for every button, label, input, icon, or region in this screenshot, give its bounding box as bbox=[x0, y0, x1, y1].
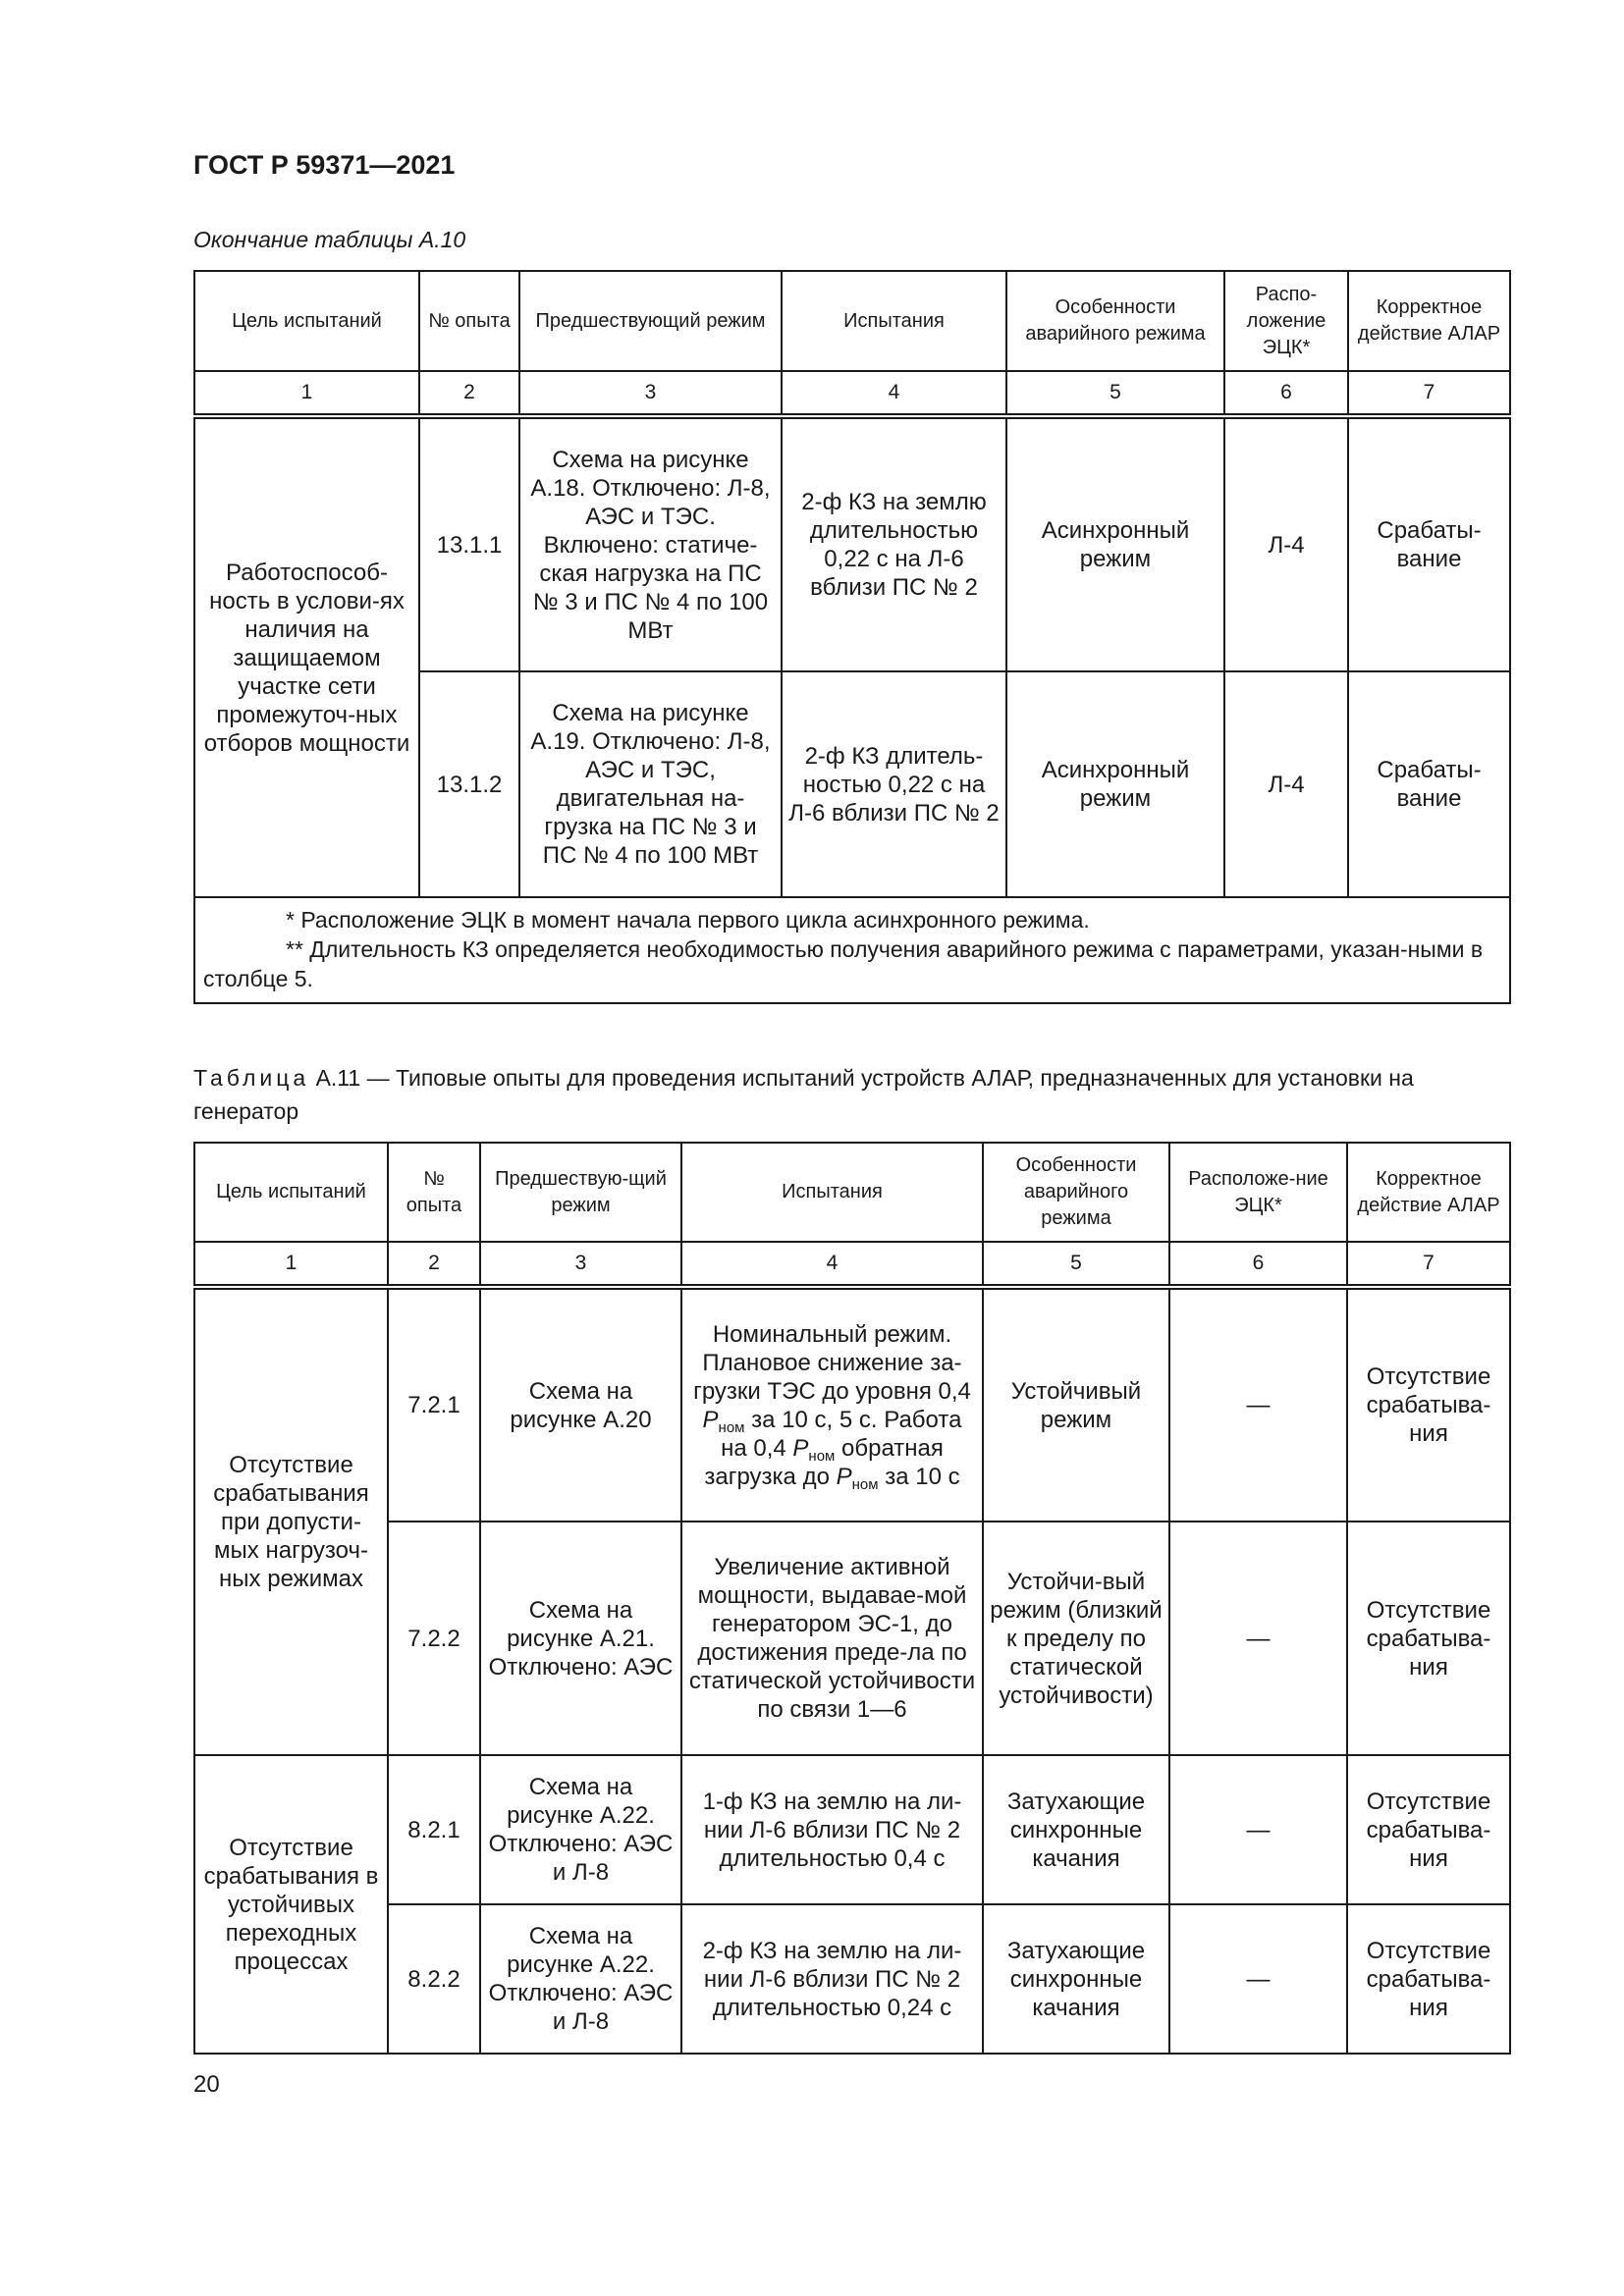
document-code: ГОСТ Р 59371—2021 bbox=[193, 150, 456, 180]
column-number: 6 bbox=[1224, 371, 1348, 416]
experiment-number-cell: 13.1.2 bbox=[419, 671, 519, 897]
column-header: Испытания bbox=[782, 271, 1006, 371]
previous-mode-cell: Схема на рисунке А.19. Отключено: Л-8, АЭС и ТЭС, двигательная на-грузка на ПС № 3 и ПС № 4 по 100 МВт bbox=[519, 671, 782, 897]
column-header: Особенности аварийного режима bbox=[983, 1143, 1169, 1242]
test-cell bbox=[681, 1287, 983, 1522]
power-symbol: P bbox=[702, 1406, 719, 1433]
column-number: 3 bbox=[519, 371, 782, 416]
test-goal-cell: Отсутствие срабатывания в устойчивых переходных процессах bbox=[194, 1755, 388, 2054]
column-number: 4 bbox=[782, 371, 1006, 416]
test-cell: 2-ф КЗ на землю на ли-нии Л-6 вблизи ПС № 2 длительностью 0,24 с bbox=[681, 1904, 983, 2054]
emergency-features-cell: Устойчивый режим bbox=[983, 1287, 1169, 1522]
power-subscript: ном bbox=[808, 1447, 836, 1465]
previous-mode-cell: Схема на рисунке А.22. Отключено: АЭС и Л-8 bbox=[480, 1904, 681, 2054]
experiment-number-cell: 8.2.2 bbox=[388, 1904, 480, 2054]
previous-mode-cell: Схема на рисунке А.21. Отключено: АЭС bbox=[480, 1522, 681, 1755]
power-subscript: ном bbox=[718, 1418, 745, 1436]
table-header-row bbox=[194, 1143, 1510, 1242]
test-text: до bbox=[802, 1463, 830, 1490]
emergency-features-cell: Затухающие синхронные качания bbox=[983, 1904, 1169, 2054]
test-goal-cell: Отсутствие срабатывания при допусти-мых нагрузоч-ных режимах bbox=[194, 1287, 388, 1755]
column-number: 5 bbox=[983, 1242, 1169, 1287]
correct-action-cell: Отсутствие срабатыва-ния bbox=[1347, 1287, 1510, 1522]
table-a10-continuation-caption: Окончание таблицы А.10 bbox=[193, 227, 466, 252]
column-header: Корректное действие АЛАР bbox=[1347, 1143, 1510, 1242]
emergency-features-cell: Затухающие синхронные качания bbox=[983, 1755, 1169, 1904]
column-header: Расположе-ние ЭЦК* bbox=[1169, 1143, 1347, 1242]
previous-mode-cell: Схема на рисунке А.18. Отключено: Л-8, АЭС и ТЭС. Включено: статиче-ская нагрузка на ПС № 3 и ПС № 4 по 100 МВт bbox=[519, 416, 782, 671]
table-row bbox=[194, 1522, 1510, 1755]
ecc-location-cell: — bbox=[1169, 1904, 1347, 2054]
table-caption-text: А.11 — Типовые опыты для проведения испытаний устройств АЛАР, предназначенных для установки на генератор bbox=[193, 1065, 1414, 1124]
column-header: Цель испытаний bbox=[194, 1143, 388, 1242]
ecc-location-cell: — bbox=[1169, 1755, 1347, 1904]
table-row bbox=[194, 1755, 1510, 1904]
table-row bbox=[194, 416, 1510, 671]
column-number: 7 bbox=[1347, 1242, 1510, 1287]
column-header: Цель испытаний bbox=[194, 271, 419, 371]
footnotes-cell bbox=[194, 897, 1510, 1003]
correct-action-cell: Отсутствие срабатыва-ния bbox=[1347, 1522, 1510, 1755]
footnote: * Расположение ЭЦК в момент начала первого цикла асинхронного режима. bbox=[286, 907, 1090, 933]
table-a10 bbox=[193, 270, 1511, 1004]
correct-action-cell: Срабаты-вание bbox=[1348, 416, 1510, 671]
test-cell: 2-ф КЗ на землю длительностью 0,22 с на Л-6 вблизи ПС № 2 bbox=[782, 416, 1006, 671]
column-number: 5 bbox=[1006, 371, 1224, 416]
footnote: ** Длительность КЗ определяется необходимостью получения аварийного режима с параметрами, указан-ными в столбце 5. bbox=[203, 936, 1484, 991]
column-header: Особенности аварийного режима bbox=[1006, 271, 1224, 371]
table-caption-label: Таблица bbox=[193, 1065, 310, 1091]
test-text: Номинальный режим. Плановое снижение за-грузки ТЭС до уровня 0,4 bbox=[693, 1320, 971, 1405]
column-header: № опыта bbox=[419, 271, 519, 371]
table-row bbox=[194, 1904, 1510, 2054]
column-header: Предшествую-щий режим bbox=[480, 1143, 681, 1242]
test-goal-cell: Работоспособ-ность в услови-ях наличия на защищаемом участке сети промежуточ-ных отборов мощности bbox=[194, 416, 419, 897]
column-number: 7 bbox=[1348, 371, 1510, 416]
emergency-features-cell: Асинхронный режим bbox=[1006, 416, 1224, 671]
test-text: обратная загрузка bbox=[704, 1434, 944, 1490]
column-header: Корректное действие АЛАР bbox=[1348, 271, 1510, 371]
test-text: за 10 с bbox=[885, 1463, 960, 1490]
column-number-row bbox=[194, 371, 1510, 416]
column-number: 6 bbox=[1169, 1242, 1347, 1287]
power-subscript: ном bbox=[851, 1475, 879, 1493]
correct-action-cell: Срабаты-вание bbox=[1348, 671, 1510, 897]
column-number: 2 bbox=[419, 371, 519, 416]
table-a11 bbox=[193, 1142, 1511, 2055]
column-header: № опыта bbox=[388, 1143, 480, 1242]
column-number: 2 bbox=[388, 1242, 480, 1287]
ecc-location-cell: Л-4 bbox=[1224, 671, 1348, 897]
test-text: за 10 с, 5 с. bbox=[751, 1406, 878, 1433]
test-cell: Увеличение активной мощности, выдавае-мой генератором ЭС-1, до достижения преде-ла по статической устойчивости по связи 1—6 bbox=[681, 1522, 983, 1755]
emergency-features-cell: Устойчи-вый режим (близкий к пределу по статической устойчивости) bbox=[983, 1522, 1169, 1755]
column-number: 1 bbox=[194, 1242, 388, 1287]
test-cell: 1-ф КЗ на землю на ли-нии Л-6 вблизи ПС № 2 длительностью 0,4 с bbox=[681, 1755, 983, 1904]
column-header: Распо-ложение ЭЦК* bbox=[1224, 271, 1348, 371]
column-number: 1 bbox=[194, 371, 419, 416]
table-header-row bbox=[194, 271, 1510, 371]
table-a11-caption bbox=[193, 1061, 1509, 1128]
page-number: 20 bbox=[193, 2071, 220, 2098]
column-header: Предшествующий режим bbox=[519, 271, 782, 371]
ecc-location-cell: — bbox=[1169, 1522, 1347, 1755]
test-cell: 2-ф КЗ длитель-ностью 0,22 с на Л-6 вблизи ПС № 2 bbox=[782, 671, 1006, 897]
experiment-number-cell: 7.2.2 bbox=[388, 1522, 480, 1755]
experiment-number-cell: 8.2.1 bbox=[388, 1755, 480, 1904]
emergency-features-cell: Асинхронный режим bbox=[1006, 671, 1224, 897]
column-number: 4 bbox=[681, 1242, 983, 1287]
experiment-number-cell: 7.2.1 bbox=[388, 1287, 480, 1522]
column-number-row bbox=[194, 1242, 1510, 1287]
previous-mode-cell: Схема на рисунке А.20 bbox=[480, 1287, 681, 1522]
power-symbol: P bbox=[792, 1434, 809, 1462]
correct-action-cell: Отсутствие срабатыва-ния bbox=[1347, 1755, 1510, 1904]
power-symbol: P bbox=[836, 1463, 852, 1490]
test-text: Работа на 0,4 bbox=[721, 1406, 962, 1462]
ecc-location-cell: — bbox=[1169, 1287, 1347, 1522]
correct-action-cell: Отсутствие срабатыва-ния bbox=[1347, 1904, 1510, 2054]
ecc-location-cell: Л-4 bbox=[1224, 416, 1348, 671]
column-number: 3 bbox=[480, 1242, 681, 1287]
experiment-number-cell: 13.1.1 bbox=[419, 416, 519, 671]
footnote-row bbox=[194, 897, 1510, 1003]
table-row bbox=[194, 1287, 1510, 1522]
column-header: Испытания bbox=[681, 1143, 983, 1242]
previous-mode-cell: Схема на рисунке А.22. Отключено: АЭС и Л-8 bbox=[480, 1755, 681, 1904]
